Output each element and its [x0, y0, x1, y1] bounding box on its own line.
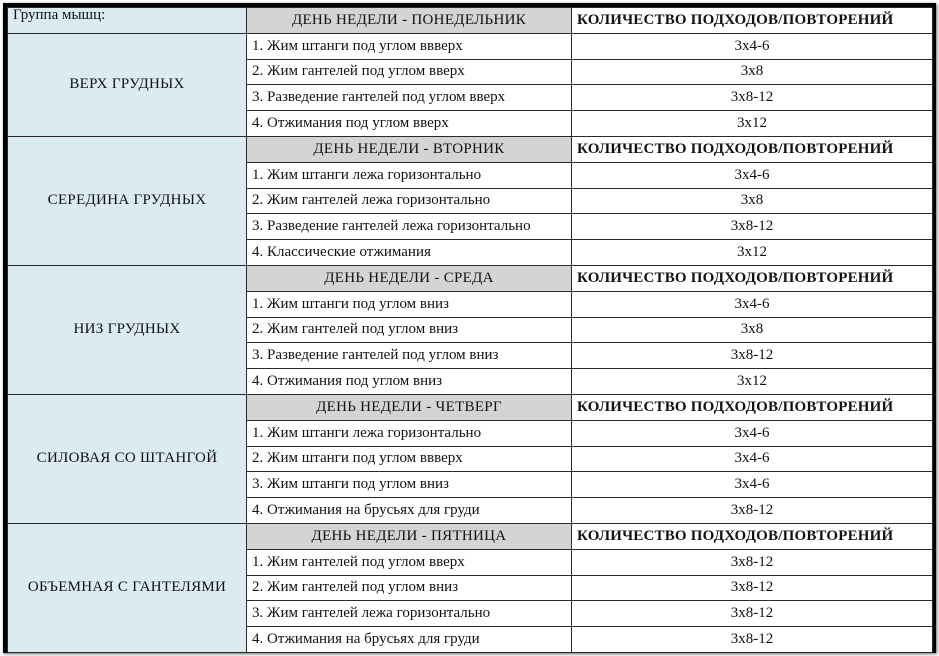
exercise-cell: 3. Разведение гантелей под углом вверх — [247, 85, 572, 111]
exercise-cell: 4. Отжимания под углом вниз — [247, 369, 572, 395]
exercise-cell: 4. Отжимания под углом вверх — [247, 111, 572, 137]
exercise-cell: 2. Жим гантелей под углом вниз — [247, 575, 572, 601]
exercise-cell: 3. Жим гантелей лежа горизонтально — [247, 601, 572, 627]
exercise-cell: 2. Жим гантелей под углом вниз — [247, 317, 572, 343]
sets-cell: 3х8-12 — [572, 498, 933, 524]
day-header: ДЕНЬ НЕДЕЛИ - СРЕДА — [247, 265, 572, 291]
exercise-cell: 4. Классические отжимания — [247, 240, 572, 266]
exercise-cell: 1. Жим гантелей под углом вверх — [247, 549, 572, 575]
sets-cell: 3х8-12 — [572, 601, 933, 627]
exercise-cell: 3. Жим штанги под углом вниз — [247, 472, 572, 498]
day-header: ДЕНЬ НЕДЕЛИ - ПЯТНИЦА — [247, 523, 572, 549]
exercise-cell: 2. Жим гантелей лежа горизонтально — [247, 188, 572, 214]
muscle-group-name: НИЗ ГРУДНЫХ — [8, 265, 247, 394]
sets-cell: 3х4-6 — [572, 33, 933, 59]
muscle-group-name: СЕРЕДИНА ГРУДНЫХ — [8, 136, 247, 265]
exercise-cell: 1. Жим штанги лежа горизонтально — [247, 420, 572, 446]
sets-header: КОЛИЧЕСТВО ПОДХОДОВ/ПОВТОРЕНИЙ — [572, 265, 933, 291]
sets-cell: 3х8 — [572, 188, 933, 214]
sets-cell: 3х12 — [572, 240, 933, 266]
sets-cell: 3х4-6 — [572, 446, 933, 472]
sets-header: КОЛИЧЕСТВО ПОДХОДОВ/ПОВТОРЕНИЙ — [572, 523, 933, 549]
training-schedule-table — [7, 7, 933, 653]
block-header-row — [8, 523, 933, 549]
sets-cell: 3х8-12 — [572, 549, 933, 575]
sets-cell: 3х8-12 — [572, 575, 933, 601]
block-header-row — [8, 394, 933, 420]
muscle-group-name: ВЕРХ ГРУДНЫХ — [8, 33, 247, 136]
exercise-cell: 1. Жим штанги лежа горизонтально — [247, 162, 572, 188]
table-row — [8, 33, 933, 59]
exercise-cell: 3. Разведение гантелей под углом вниз — [247, 343, 572, 369]
sets-cell: 3х8 — [572, 59, 933, 85]
block-header-row — [8, 8, 933, 34]
sets-cell: 3х8-12 — [572, 85, 933, 111]
sets-cell: 3х12 — [572, 369, 933, 395]
day-header: ДЕНЬ НЕДЕЛИ - ПОНЕДЕЛЬНИК — [247, 8, 572, 34]
sets-cell: 3х8-12 — [572, 343, 933, 369]
day-header: ДЕНЬ НЕДЕЛИ - ЧЕТВЕРГ — [247, 394, 572, 420]
exercise-cell: 4. Отжимания на брусьях для груди — [247, 498, 572, 524]
muscle-group-name: СИЛОВАЯ СО ШТАНГОЙ — [8, 394, 247, 523]
exercise-cell: 2. Жим гантелей под углом вверх — [247, 59, 572, 85]
muscle-group-name: ОБЪЕМНАЯ С ГАНТЕЛЯМИ — [8, 523, 247, 652]
sets-header: КОЛИЧЕСТВО ПОДХОДОВ/ПОВТОРЕНИЙ — [572, 394, 933, 420]
exercise-cell: 1. Жим штанги под углом вниз — [247, 291, 572, 317]
exercise-cell: 1. Жим штанги под углом ввверх — [247, 33, 572, 59]
exercise-cell: 2. Жим штанги под углом ввверх — [247, 446, 572, 472]
sets-header: КОЛИЧЕСТВО ПОДХОДОВ/ПОВТОРЕНИЙ — [572, 8, 933, 34]
sets-cell: 3х4-6 — [572, 472, 933, 498]
sets-cell: 3х8 — [572, 317, 933, 343]
sets-cell: 3х8-12 — [572, 214, 933, 240]
block-header-row — [8, 136, 933, 162]
sets-cell: 3х4-6 — [572, 162, 933, 188]
exercise-cell: 3. Разведение гантелей лежа горизонтально — [247, 214, 572, 240]
exercise-cell: 4. Отжимания на брусьях для груди — [247, 627, 572, 653]
day-header: ДЕНЬ НЕДЕЛИ - ВТОРНИК — [247, 136, 572, 162]
muscle-group-label: Группа мышц: — [8, 8, 247, 34]
sets-cell: 3х8-12 — [572, 627, 933, 653]
block-header-row — [8, 265, 933, 291]
sets-cell: 3х4-6 — [572, 420, 933, 446]
sets-cell: 3х12 — [572, 111, 933, 137]
sets-header: КОЛИЧЕСТВО ПОДХОДОВ/ПОВТОРЕНИЙ — [572, 136, 933, 162]
sets-cell: 3х4-6 — [572, 291, 933, 317]
